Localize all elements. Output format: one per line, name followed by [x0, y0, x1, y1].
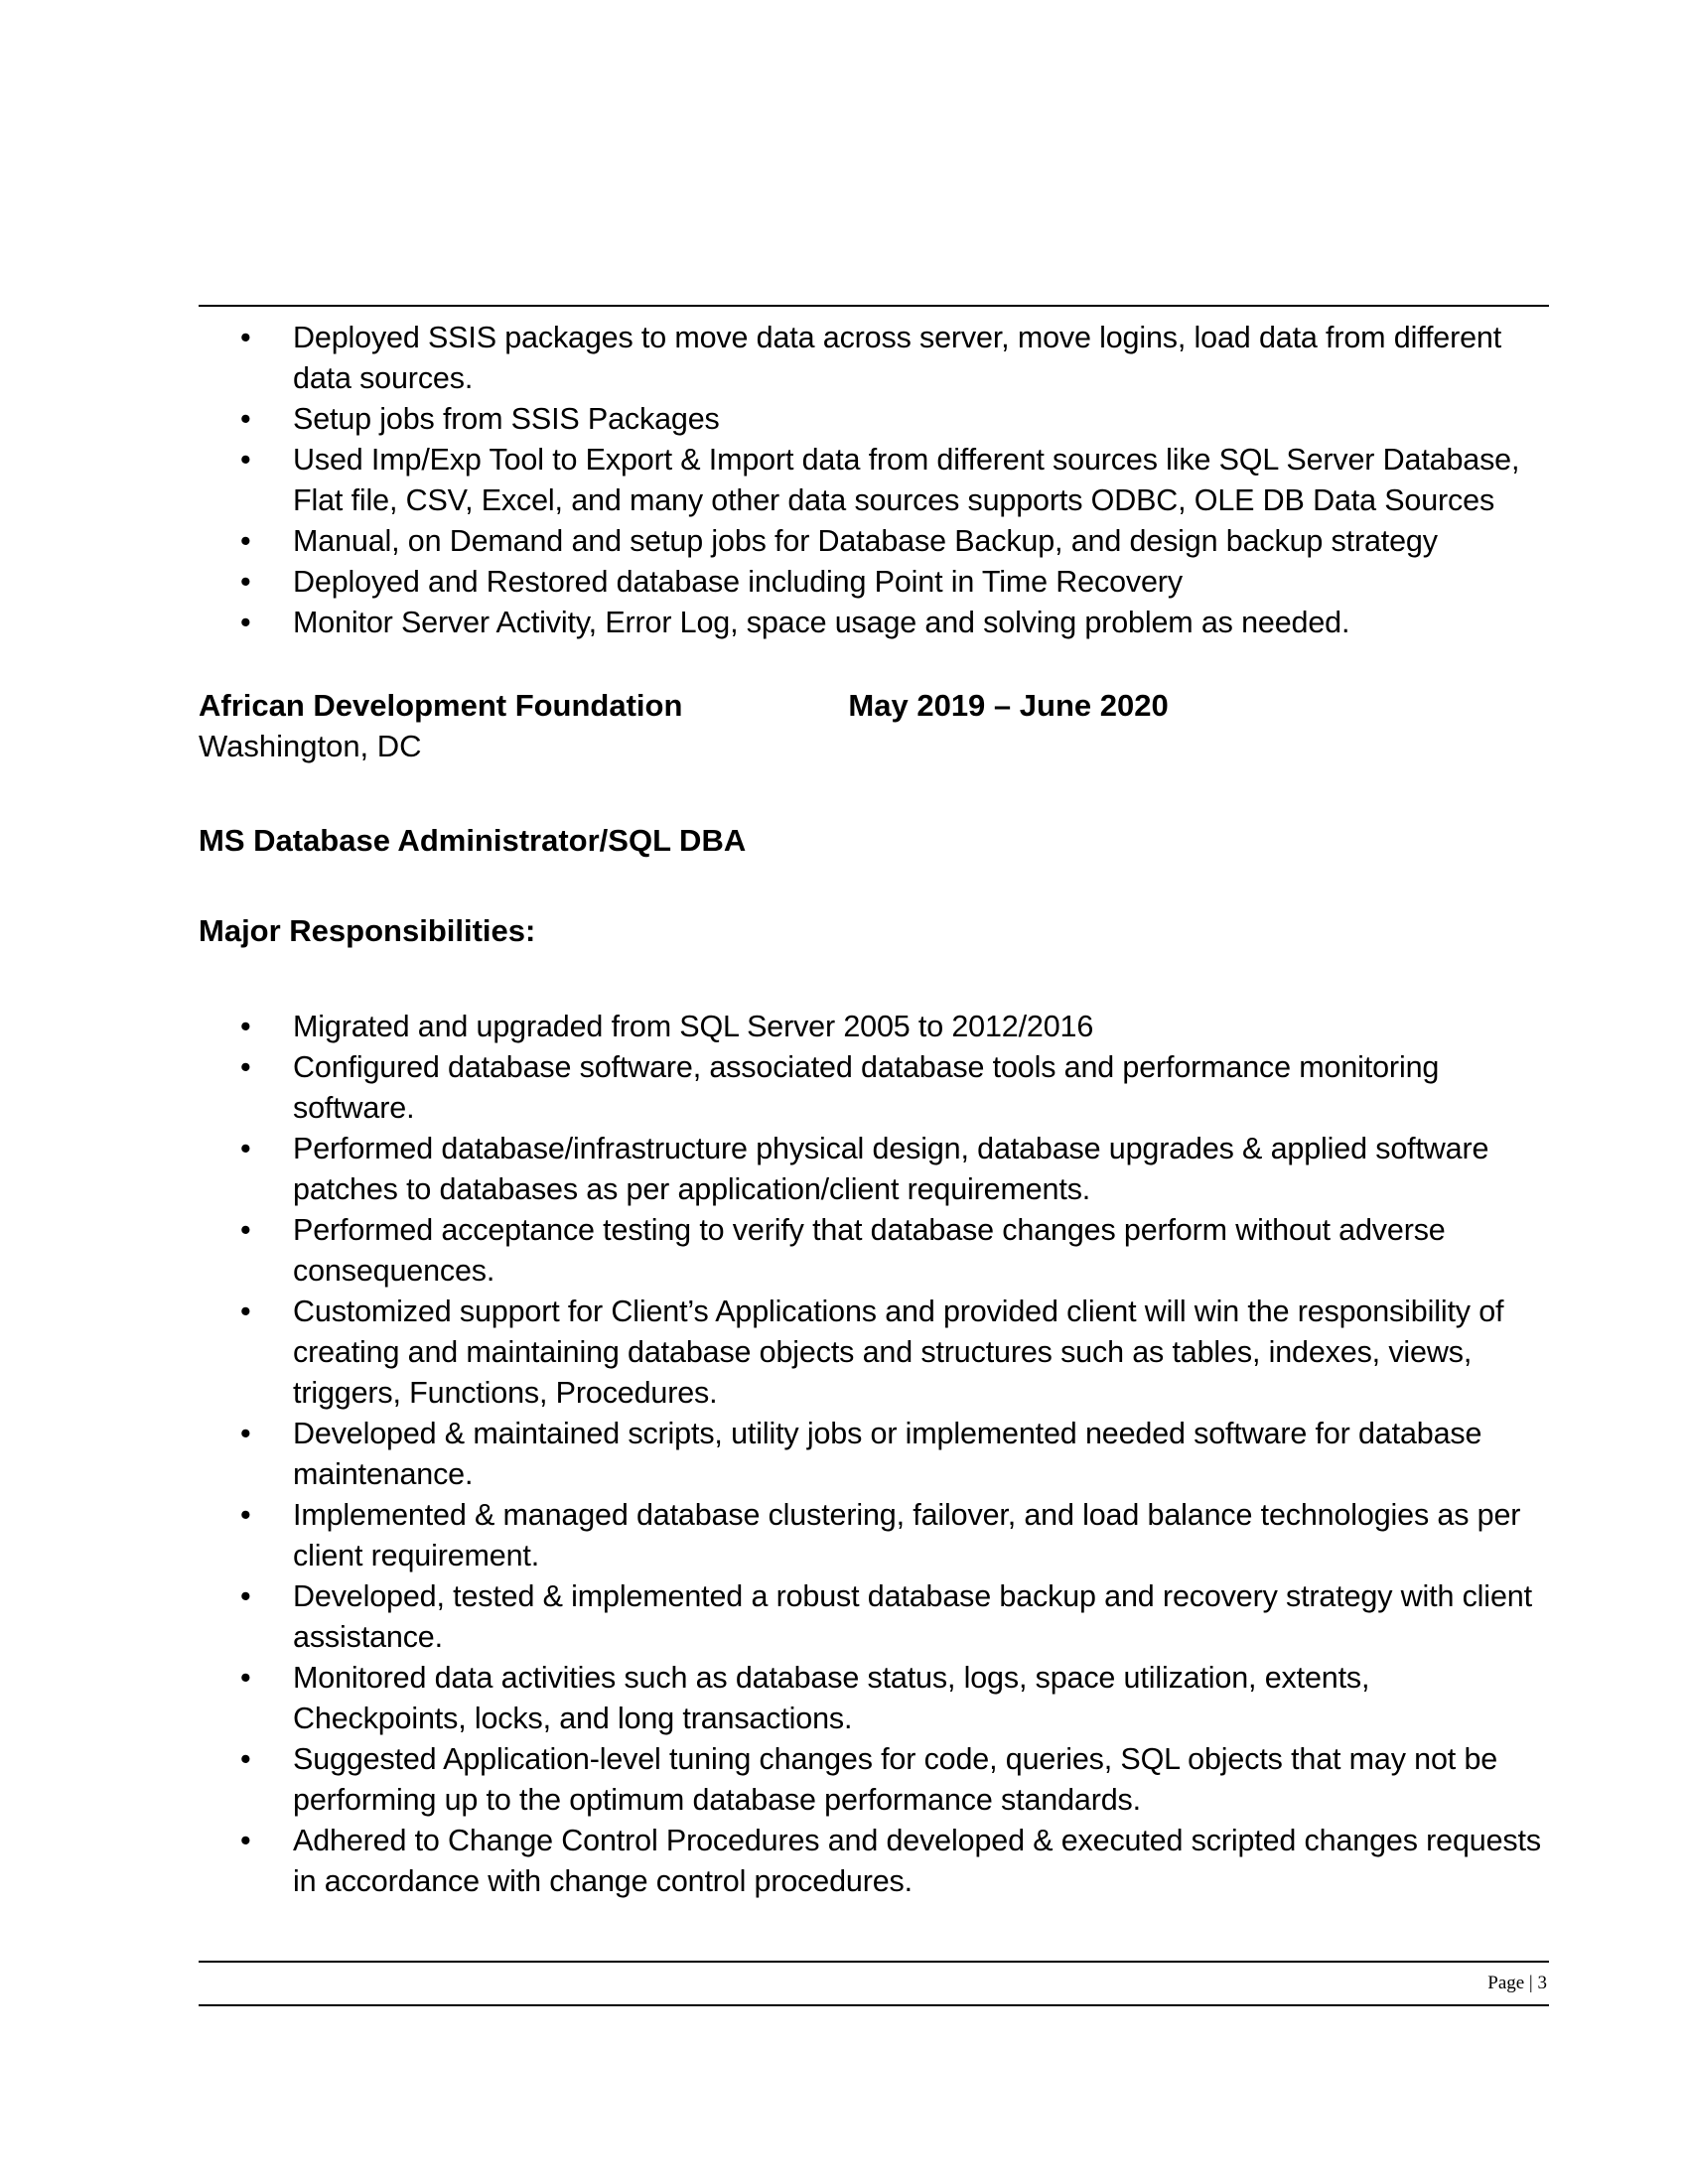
- page-footer: [199, 1961, 1549, 2006]
- list-item-text: Deployed and Restored database including Point in Time Recovery: [293, 565, 1183, 599]
- page-content: [199, 298, 1549, 1902]
- list-item: [199, 1047, 1549, 1129]
- footer-content: [199, 1963, 1549, 2004]
- employment-dates: May 2019 – June 2020: [848, 688, 1169, 723]
- section-heading-responsibilities: Major Responsibilities:: [199, 913, 536, 948]
- list-item: [199, 318, 1549, 399]
- list-item: [199, 521, 1549, 562]
- company-name: African Development Foundation: [199, 688, 683, 723]
- list-item-text: Setup jobs from SSIS Packages: [293, 402, 720, 436]
- page-number: Page | 3: [1487, 1973, 1547, 1993]
- list-item: [199, 1292, 1549, 1414]
- bullet-point-icon: •: [240, 1132, 251, 1165]
- bullet-point-icon: •: [240, 1295, 251, 1328]
- list-item-text: Manual, on Demand and setup jobs for Database Backup, and design backup strategy: [293, 524, 1438, 558]
- experience-header: [199, 685, 1549, 766]
- list-item-text: Adhered to Change Control Procedures and developed & executed scripted changes requests in accordance with change control procedures.: [293, 1824, 1541, 1898]
- footer-rule-bottom: [199, 2004, 1549, 2006]
- list-item-text: Performed database/infrastructure physical design, database upgrades & applied software patches to databases as per application/client requirements.: [293, 1132, 1489, 1206]
- list-item: [199, 1658, 1549, 1739]
- bullet-point-icon: •: [240, 565, 251, 599]
- list-item-text: Developed, tested & implemented a robust database backup and recovery strategy with client assistance.: [293, 1579, 1532, 1654]
- bullet-point-icon: •: [240, 1661, 251, 1695]
- list-item: [199, 1210, 1549, 1292]
- list-item: [199, 1739, 1549, 1821]
- list-item: [199, 603, 1549, 643]
- list-item: [199, 562, 1549, 603]
- list-item-text: Customized support for Client’s Applications and provided client will win the responsibility of creating and maintaining database objects and structures such as tables, indexes, views, triggers, Functions, Procedures.: [293, 1295, 1504, 1410]
- list-item-text: Developed & maintained scripts, utility jobs or implemented needed software for database maintenance.: [293, 1417, 1482, 1491]
- list-item-text: Migrated and upgraded from SQL Server 2005 to 2012/2016: [293, 1010, 1094, 1043]
- company-date-row: [199, 685, 1549, 726]
- list-item-text: Monitored data activities such as database status, logs, space utilization, extents, Checkpoints, locks, and long transactions.: [293, 1661, 1370, 1735]
- bullet-point-icon: •: [240, 524, 251, 558]
- bullet-point-icon: •: [240, 321, 251, 354]
- bullet-point-icon: •: [240, 1579, 251, 1613]
- responsibilities-list: [199, 1007, 1549, 1902]
- list-item-text: Monitor Server Activity, Error Log, space usage and solving problem as needed.: [293, 606, 1350, 639]
- list-item: [199, 1576, 1549, 1658]
- bullet-point-icon: •: [240, 1824, 251, 1857]
- bullet-point-icon: •: [240, 1498, 251, 1532]
- job-title: MS Database Administrator/SQL DBA: [199, 823, 747, 858]
- company-location: Washington, DC: [199, 729, 422, 763]
- list-item: [199, 1495, 1549, 1576]
- list-item-text: Used Imp/Exp Tool to Export & Import data from different sources like SQL Server Database, Flat file, CSV, Excel, and many other data sources supports ODBC, OLE DB Data Sources: [293, 443, 1520, 517]
- bullet-point-icon: •: [240, 1417, 251, 1450]
- list-item-text: Suggested Application-level tuning changes for code, queries, SQL objects that may not be performing up to the optimum database performance standards.: [293, 1742, 1498, 1817]
- list-item: [199, 399, 1549, 440]
- bullet-point-icon: •: [240, 402, 251, 436]
- list-item: [199, 1007, 1549, 1047]
- list-item-text: Implemented & managed database clustering, failover, and load balance technologies as per client requirement.: [293, 1498, 1521, 1572]
- list-item-text: Performed acceptance testing to verify that database changes perform without adverse consequences.: [293, 1213, 1446, 1288]
- bullet-point-icon: •: [240, 606, 251, 639]
- list-item: [199, 1414, 1549, 1495]
- top-bullet-list: [199, 318, 1549, 643]
- bullet-point-icon: •: [240, 1742, 251, 1776]
- bullet-point-icon: •: [240, 1010, 251, 1043]
- list-item-text: Deployed SSIS packages to move data across server, move logins, load data from different data sources.: [293, 321, 1502, 395]
- list-item: [199, 1129, 1549, 1210]
- bullet-point-icon: •: [240, 443, 251, 477]
- list-item: [199, 440, 1549, 521]
- list-item-text: Configured database software, associated database tools and performance monitoring software.: [293, 1050, 1440, 1125]
- bullet-point-icon: •: [240, 1050, 251, 1084]
- bullet-point-icon: •: [240, 1213, 251, 1247]
- list-item: [199, 1821, 1549, 1902]
